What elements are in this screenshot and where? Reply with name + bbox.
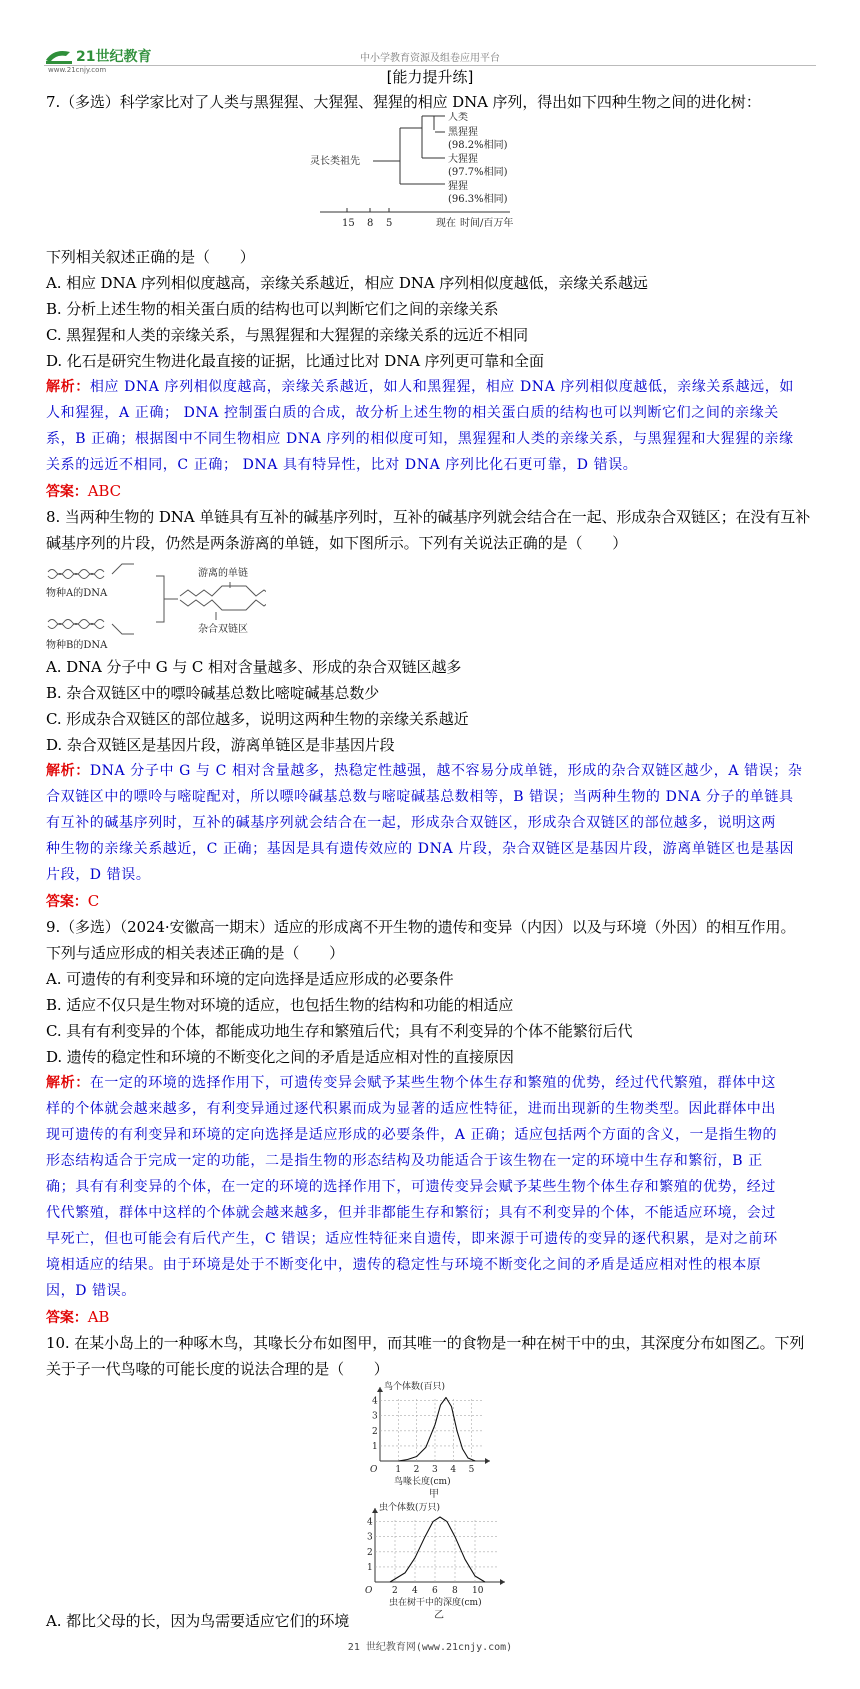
q10-chart-beak-length xyxy=(360,1381,510,1501)
tree-axis-label: 时间/百万年 xyxy=(460,218,514,229)
tree-leaf-orangutan-pct: (96.3%相同) xyxy=(448,194,508,205)
q8-dna-hybrid-diagram xyxy=(46,556,266,652)
q10-option-a: A. 都比父母的长，因为鸟需要适应它们的环境 xyxy=(46,1612,350,1630)
x-tick-label: 5 xyxy=(468,1465,475,1475)
q9-option-d: D. 遗传的稳定性和环境的不断变化之间的矛盾是适应相对性的直接原因 xyxy=(46,1048,514,1066)
tree-now: 现在 xyxy=(436,218,456,229)
q10-chart-insect-depth xyxy=(355,1502,525,1622)
fig-free-strand: 游离的单链 xyxy=(198,568,248,579)
q8-option-c: C. 形成杂合双链区的部位越多，说明这两种生物的亲缘关系越近 xyxy=(46,710,469,728)
q9-analysis-label: 解析： xyxy=(46,1075,90,1091)
x-tick-label: 2 xyxy=(413,1465,420,1475)
x-axis-arrow xyxy=(500,1579,505,1585)
section-title: [能力提升练] xyxy=(386,68,474,86)
tree-tick-15: 15 xyxy=(342,218,355,229)
q7-evolution-tree xyxy=(310,112,560,240)
distribution-curve xyxy=(390,1517,485,1582)
page-footer: 21 世纪教育网(www.21cnjy.com) xyxy=(347,1642,513,1653)
q8-option-d: D. 杂合双链区是基因片段，游离单链区是非基因片段 xyxy=(46,736,395,754)
q9-analysis-line-5: 确；具有有利变异的个体，在一定的环境的选择作用下，可遗传变异会赋予某些生物个体生存和繁殖的优势，经过 xyxy=(46,1179,776,1195)
origin-label: O xyxy=(370,1465,378,1475)
distribution-curve xyxy=(398,1398,475,1462)
q8-analysis-line-1: 解析：DNA 分子中 G 与 C 相对含量越多，热稳定性越强，越不容易分成单链，形成的杂合双链区越少，A 错误；杂 xyxy=(46,763,803,779)
tree-leaf-human: 人类 xyxy=(448,112,468,123)
logo-text: 21世纪教育 xyxy=(76,49,152,65)
tree-leaf-chimp: 黑猩猩 xyxy=(448,127,478,138)
x-axis-label: 虫在树干中的深度(cm) xyxy=(389,1598,482,1608)
q9-analysis-line-6: 代代繁殖，群体中这样的个体就会越来越多，但并非都能生存和繁衍；具有不利变异的个体，不能适应环境，会过 xyxy=(46,1205,776,1221)
tree-leaf-gorilla-pct: (97.7%相同) xyxy=(448,167,508,178)
tree-tick-5: 5 xyxy=(386,218,393,229)
x-tick-label: 3 xyxy=(432,1465,438,1475)
q7-stem: 7.（多选）科学家比对了人类与黑猩猩、大猩猩、猩猩的相应 DNA 序列，得出如下四种生物之间的进化树： xyxy=(46,93,761,111)
y-tick-label: 1 xyxy=(367,1562,373,1573)
fig-hybrid-region: 杂合双链区 xyxy=(198,624,248,635)
logo-url: www.21cnjy.com xyxy=(48,66,107,74)
y-axis-arrow xyxy=(377,1387,383,1392)
q8-option-b: B. 杂合双链区中的嘌呤碱基总数比嘧啶碱基总数少 xyxy=(46,684,380,702)
y-tick-label: 4 xyxy=(372,1396,378,1407)
fig-species-a: 物种A的DNA xyxy=(46,588,108,599)
chart-caption: 甲 xyxy=(429,1489,439,1500)
y-tick-label: 1 xyxy=(372,1441,378,1452)
q7-analysis-line-1: 解析：相应 DNA 序列相似度越高，亲缘关系越近，如人和黑猩猩，相应 DNA 序列相似度越低，亲缘关系越远，如 xyxy=(46,379,794,395)
q8-analysis-line-3: 有互补的碱基序列时，互补的碱基序列就会结合在一起，形成杂合双链区，形成杂合双链区的部位越多，说明这两 xyxy=(46,815,776,831)
tree-leaf-orangutan: 猩猩 xyxy=(448,181,468,192)
q9-analysis-line-2: 样的个体就会越来越多，有利变异通过逐代积累而成为显著的适应性特征，进而出现新的生物类型。因此群体中出 xyxy=(46,1101,776,1117)
q9-analysis-line-1: 解析：在一定的环境的选择作用下，可遗传变异会赋予某些生物个体生存和繁殖的优势，经过代代繁殖，群体中这 xyxy=(46,1075,777,1091)
tree-ancestor: 灵长类祖先 xyxy=(310,156,360,167)
q9-option-a: A. 可遗传的有利变异和环境的定向选择是适应形成的必要条件 xyxy=(46,970,454,988)
y-tick-label: 3 xyxy=(372,1411,378,1422)
tree-leaf-chimp-pct: (98.2%相同) xyxy=(448,140,508,151)
q9-analysis-line-3: 现可遗传的有利变异和环境的定向选择是适应形成的必要条件，A 正确；适应包括两个方面的含义，一是指生物的 xyxy=(46,1127,778,1143)
q7-option-c: C. 黑猩猩和人类的亲缘关系，与黑猩猩和大猩猩的亲缘关系的远近不相同 xyxy=(46,326,529,344)
q8-option-a: A. DNA 分子中 G 与 C 相对含量越多、形成的杂合双链区越多 xyxy=(46,658,462,676)
x-tick-label: 10 xyxy=(472,1586,484,1596)
q9-analysis-line-4: 形态结构适合于完成一定的功能，二是指生物的形态结构及功能适合于该生物在一定的环境中生存和繁衍，B 正 xyxy=(46,1153,763,1169)
x-tick-label: 4 xyxy=(412,1586,418,1596)
x-axis-arrow xyxy=(485,1458,490,1464)
q7-answer: 答案：ABC xyxy=(46,482,122,500)
x-tick-label: 4 xyxy=(450,1465,457,1475)
q7-option-b: B. 分析上述生物的相关蛋白质的结构也可以判断它们之间的亲缘关系 xyxy=(46,300,499,318)
header-platform: 中小学教育资源及组卷应用平台 xyxy=(360,53,500,64)
chart-caption: 乙 xyxy=(434,1610,444,1621)
y-axis-arrow xyxy=(372,1508,378,1513)
q7-analysis-label: 解析： xyxy=(46,379,90,395)
q8-answer: 答案：C xyxy=(46,892,100,910)
q9-analysis-line-9: 因，D 错误。 xyxy=(46,1283,136,1299)
y-axis-label: 鸟个体数(百只) xyxy=(384,1382,446,1392)
tree-tick-8: 8 xyxy=(367,218,374,229)
q9-stem-line-2: 下列与适应形成的相关表述正确的是（ ） xyxy=(46,944,345,962)
q8-stem-line-2: 碱基序列的片段，仍然是两条游离的单链，如下图所示。下列有关说法正确的是（ ） xyxy=(46,534,628,552)
origin-label: O xyxy=(365,1586,373,1596)
q7-option-d: D. 化石是研究生物进化最直接的证据，比通过比对 DNA 序列更可靠和全面 xyxy=(46,352,544,370)
q7-prompt: 下列相关叙述正确的是（ ） xyxy=(46,248,255,266)
q9-analysis-line-7: 早死亡，但也可能会有后代产生，C 错误；适应性特征来自遗传，即来源于可遗传的变异的逐代积累，是对之前环 xyxy=(46,1231,778,1247)
fig-species-b: 物种B的DNA xyxy=(46,640,108,651)
q7-analysis-line-4: 关系的远近不相同，C 正确； DNA 具有特异性，比对 DNA 序列比化石更可靠，D 错误。 xyxy=(46,457,638,473)
q9-option-c: C. 具有有利变异的个体，都能成功地生存和繁殖后代；具有不利变异的个体不能繁衍后代 xyxy=(46,1022,633,1040)
q8-stem-line-1: 8. 当两种生物的 DNA 单链具有互补的碱基序列时，互补的碱基序列就会结合在一起、形成杂合双链区；在没有互补 xyxy=(46,508,811,526)
q7-option-a: A. 相应 DNA 序列相似度越高，亲缘关系越近，相应 DNA 序列相似度越低，亲缘关系越远 xyxy=(46,274,648,292)
x-axis-label: 鸟喙长度(cm) xyxy=(394,1477,451,1487)
q10-stem-line-2: 关于子一代鸟喙的可能长度的说法合理的是（ ） xyxy=(46,1360,389,1378)
q7-analysis-line-2: 人和猩猩，A 正确； DNA 控制蛋白质的合成，故分析上述生物的相关蛋白质的结构也可以判断它们之间的亲缘关 xyxy=(46,405,779,421)
tree-leaf-gorilla: 大猩猩 xyxy=(448,154,478,165)
q9-analysis-line-8: 境相适应的结果。由于环境是处于不断变化中，遗传的稳定性与环境不断变化之间的矛盾是适应相对性的根本原 xyxy=(46,1257,762,1273)
y-tick-label: 2 xyxy=(372,1426,378,1437)
q9-answer: 答案：AB xyxy=(46,1308,110,1326)
x-tick-label: 6 xyxy=(432,1586,438,1596)
q9-stem-line-1: 9.（多选）（2024·安徽高一期末）适应的形成离不开生物的遗传和变异（内因）以及与环境（外因）的相互作用。 xyxy=(46,918,796,936)
y-tick-label: 4 xyxy=(367,1517,373,1528)
q8-analysis-line-4: 种生物的亲缘关系越近，C 正确；基因是具有遗传效应的 DNA 片段，杂合双链区是基因片段，游离单链区也是基因 xyxy=(46,841,795,857)
q9-option-b: B. 适应不仅只是生物对环境的适应，也包括生物的结构和功能的相适应 xyxy=(46,996,514,1014)
y-axis-label: 虫个体数(万只) xyxy=(379,1503,441,1513)
q8-analysis-label: 解析： xyxy=(46,763,90,779)
q8-analysis-line-2: 合双链区中的嘌呤与嘧啶配对，所以嘌呤碱基总数与嘧啶碱基总数相等，B 错误；当两种生物的 DNA 分子的单链具 xyxy=(46,789,794,805)
q8-analysis-line-5: 片段，D 错误。 xyxy=(46,867,151,883)
y-tick-label: 2 xyxy=(367,1547,373,1558)
y-tick-label: 3 xyxy=(367,1532,373,1543)
q10-stem-line-1: 10. 在某小岛上的一种啄木鸟，其喙长分布如图甲，而其唯一的食物是一种在树干中的虫，其深度分布如图乙。下列 xyxy=(46,1334,805,1352)
x-tick-label: 1 xyxy=(395,1465,402,1475)
x-tick-label: 2 xyxy=(392,1586,398,1596)
q7-analysis-line-3: 系，B 正确；根据图中不同生物相应 DNA 序列的相似度可知，黑猩猩和人类的亲缘关系，与黑猩猩和大猩猩的亲缘 xyxy=(46,431,794,447)
x-tick-label: 8 xyxy=(452,1586,458,1596)
